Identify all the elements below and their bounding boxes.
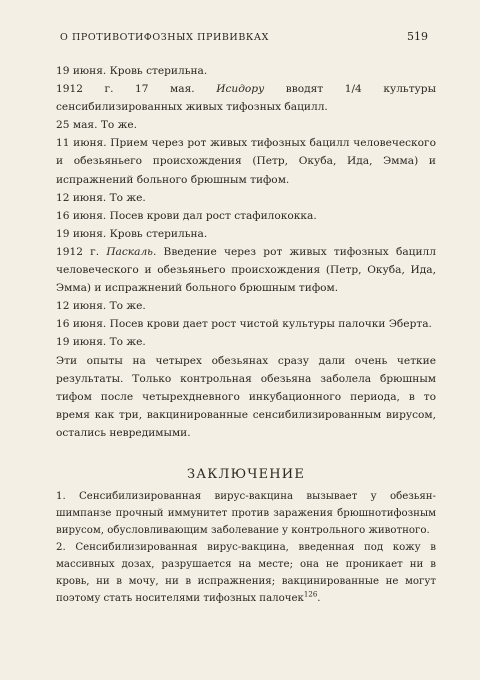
entry-line: 25 мая. То же. bbox=[56, 119, 138, 132]
entry-text: . Введение через рот живых тифозных бацилл человеческого и обезьяньего происхождения (Петр, Окуба, Ида, Эмма) и испражнений больного брюшным тифом. bbox=[56, 245, 436, 295]
fraction: 1/4 bbox=[344, 83, 362, 96]
entry-line: 12 июня. То же. bbox=[56, 300, 146, 313]
running-title: О ПРОТИВОТИФОЗНЫХ ПРИВИВКАХ bbox=[60, 32, 270, 43]
running-header bbox=[60, 30, 428, 43]
entry-date: 1912 г. 17 мая. bbox=[56, 83, 217, 96]
entry-line: 12 июня. То же. bbox=[56, 191, 146, 204]
conclusion-section bbox=[56, 488, 436, 607]
entry-line: 16 июня. Посев крови дает рост чистой культуры палочки Эберта. bbox=[56, 318, 432, 331]
conclusion-end: . bbox=[317, 593, 321, 605]
conclusion-item: 1. Сенсибилизированная вирус-вакцина вызывает у обезьян-шимпанзе прочный иммунитет против заражения брюшнотифозным вирусом, обусловливающим заболевание у контрольного животного. bbox=[56, 491, 436, 537]
summary-paragraph: Эти опыты на четырех обезьянах сразу дали очень четкие результаты. Только контрольная обезьяна заболела брюшным тифом после четырехдневного инкубационного периода, в то время как три, вакцинированные сенсибилизированным вирусом, остались невредимыми. bbox=[56, 354, 436, 439]
entry-line bbox=[56, 80, 436, 116]
entry-text: вводят bbox=[264, 83, 345, 96]
entry-line: 19 июня. То же. bbox=[56, 336, 146, 349]
footnote-ref: 126 bbox=[303, 590, 318, 599]
subject-name: Паскаль bbox=[106, 245, 153, 258]
entry-line: 19 июня. Кровь стерильна. bbox=[56, 65, 208, 77]
entry-line: 11 июня. Прием через рот живых тифозных бацилл человеческого и обезьяньего происхождения (Петр, Окуба, Ида, Эмма) и испражнений больного брюшным тифом. bbox=[56, 137, 436, 186]
entry-date: 1912 г. bbox=[56, 245, 107, 258]
section-title: ЗАКЛЮЧЕНИЕ bbox=[186, 466, 306, 482]
entry-text: культуры сенсибилизированных живых тифозных бацилл. bbox=[56, 83, 436, 114]
entry-line bbox=[56, 243, 436, 297]
entry-line: 19 июня. Кровь стерильна. bbox=[56, 227, 208, 240]
conclusion-item bbox=[56, 539, 436, 607]
subject-name: Исидору bbox=[216, 83, 265, 96]
entry-line: 16 июня. Посев крови дал рост стафилококка. bbox=[56, 209, 317, 222]
page-body bbox=[56, 62, 436, 607]
conclusion-text: 2. Сенсибилизированная вирус-вакцина, введенная под кожу в массивных дозах, разрушается на месте; она не проникает ни в кровь, ни в мочу, ни в испражнения; вакцинированные не могут поэтому стать носителями тифозных палочек bbox=[56, 542, 436, 605]
page-number: 519 bbox=[407, 30, 428, 43]
